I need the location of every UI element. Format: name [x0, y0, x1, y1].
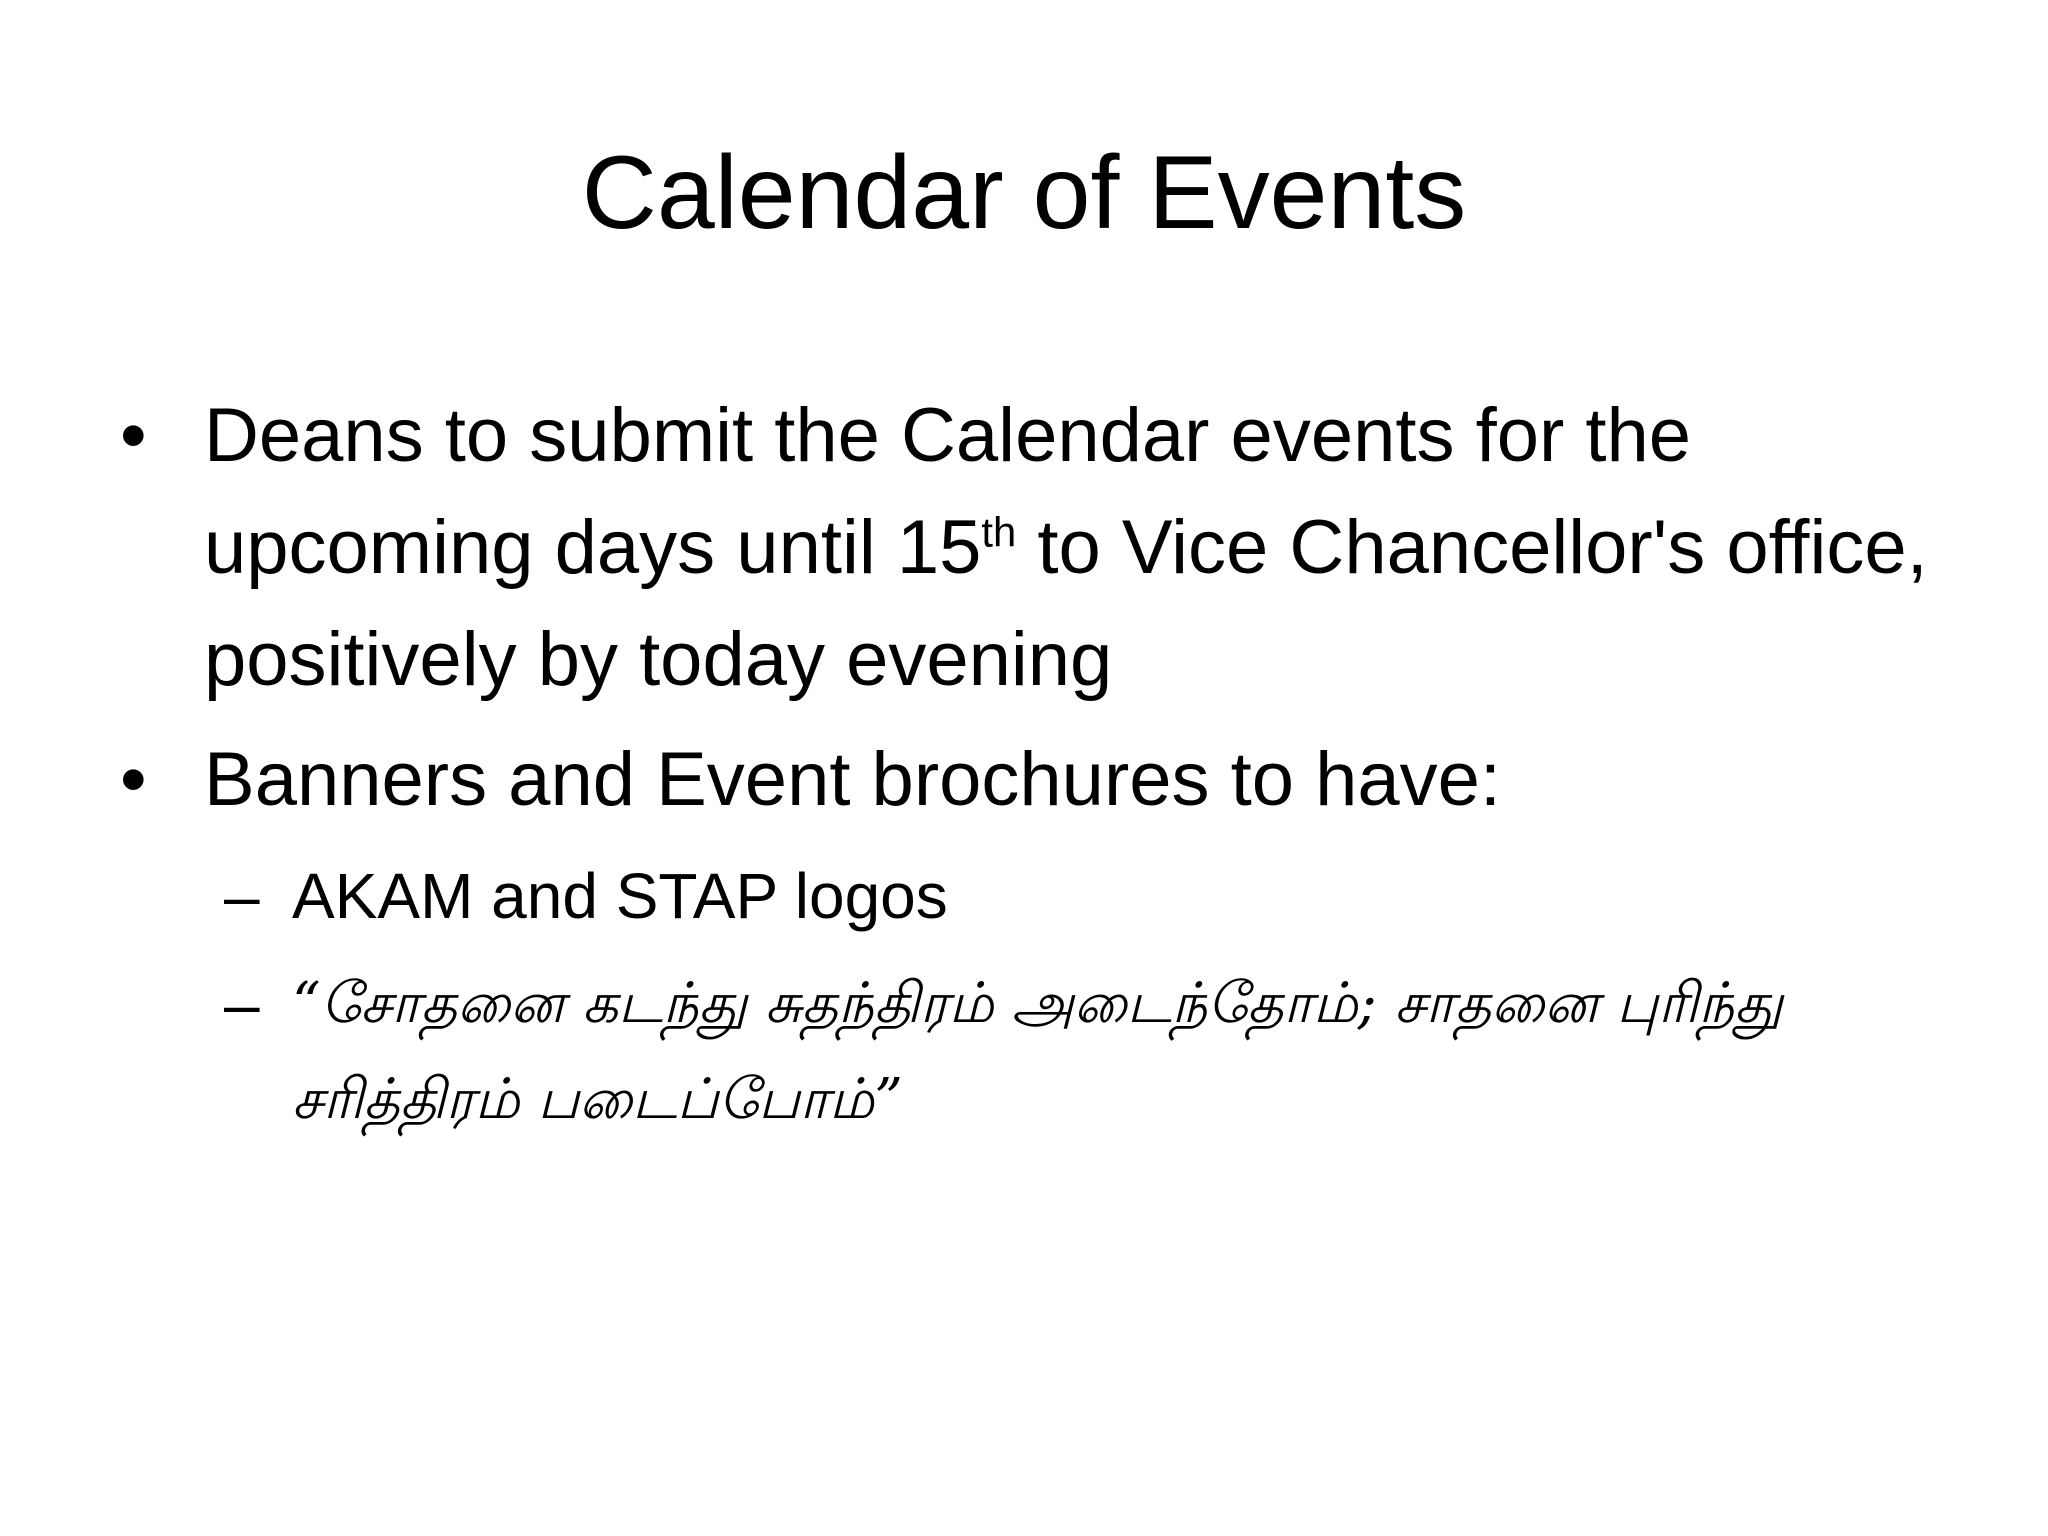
bullet-text-part2: to Vice Chancellor's office, positively by today evening	[204, 505, 1928, 702]
bullet-item-banners	[120, 724, 1970, 836]
sub-item-text: AKAM and STAP logos	[292, 860, 948, 932]
bullet-text: Banners and Event brochures to have:	[204, 737, 1502, 822]
sub-item-tamil-slogan	[120, 956, 1970, 1148]
bullet-marker: •	[120, 393, 147, 478]
slide-title: Calendar of Events	[581, 135, 1467, 251]
sub-item-text: “சோதனை கடந்து சுதந்திரம் அடைந்தோம்; சாதனை புரிந்து சரித்திரம் படைப்போம்”	[292, 971, 1783, 1132]
bullet-item-calendar	[120, 380, 1970, 716]
sub-marker: –	[224, 968, 260, 1040]
bullet-text-part1: Deans to submit the Calendar events for the upcoming days until 15	[204, 393, 1692, 590]
sub-marker: –	[224, 860, 260, 932]
ordinal-suffix: th	[981, 508, 1017, 556]
bullet-marker: •	[120, 737, 147, 822]
slide-body	[120, 380, 1970, 1148]
sub-item-logos	[120, 848, 1970, 944]
